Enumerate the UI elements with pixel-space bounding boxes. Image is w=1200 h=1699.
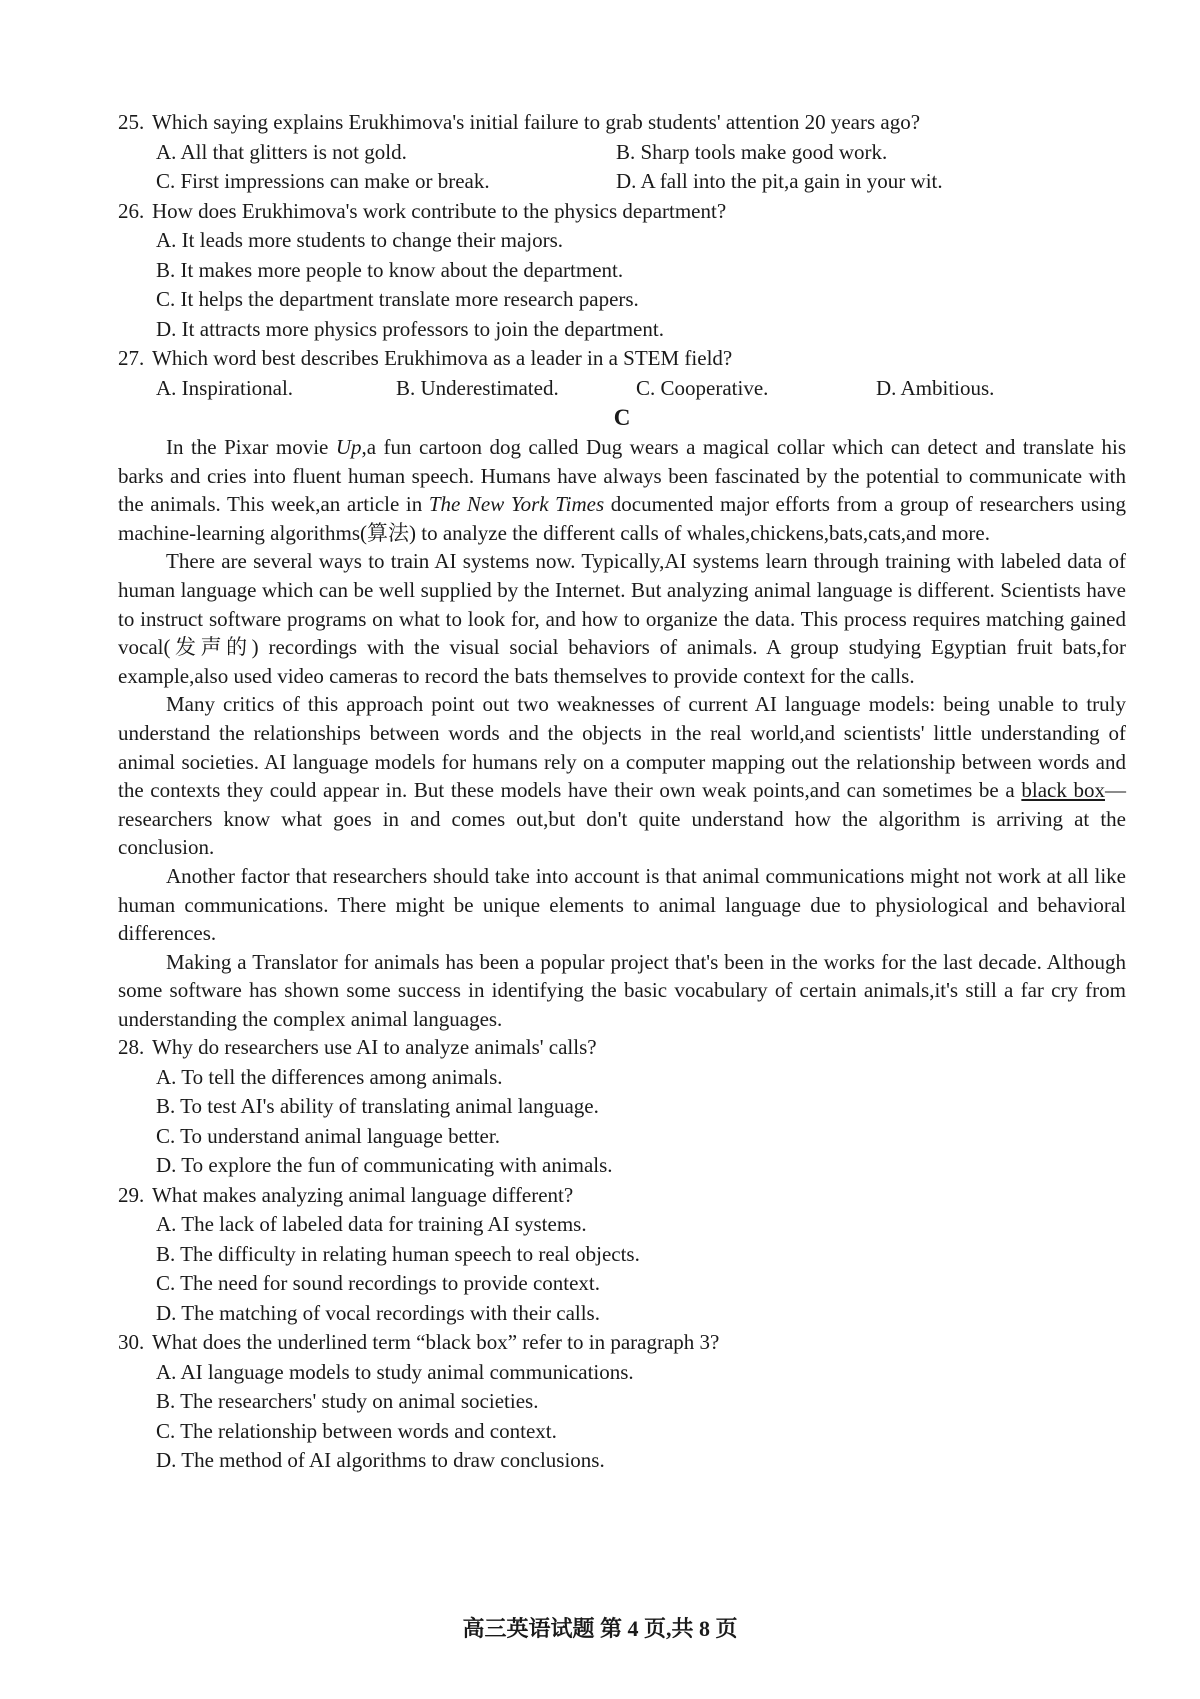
paragraph-text: —researchers know what goes in and comes out,but don't quite understand how the algorithm is arriving at the conclusion. — [118, 778, 1126, 860]
question-number: 25. — [118, 110, 145, 134]
option-b: B. Sharp tools make good work. — [616, 139, 888, 164]
question-25 — [118, 108, 1126, 138]
paragraph-text: Many critics of this approach point out two weaknesses of current AI language models: being unable to truly understand the relationships between words and the objects in the real world,and scientists' little understanding of animal societies. AI language models for humans rely on a computer mapping out the relationship between words and the contexts they could appear in. But these models have their own weak points,and can sometimes be a — [118, 692, 1126, 803]
option-b: B. The difficulty in relating human speech to real objects. — [156, 1241, 640, 1266]
passage-paragraph-5: Making a Translator for animals has been a popular project that's been in the works for the last decade. Although some software has shown some success in identifying the basic vocabulary of certain animals,it's still a far cry from understanding the complex animal languages. — [118, 949, 1126, 1031]
question-number: 26. — [118, 198, 145, 223]
option-d: D. To explore the fun of communicating with animals. — [156, 1153, 613, 1178]
question-stem: Which word best describes Erukhimova as a leader in a STEM field? — [152, 346, 733, 370]
option-a: A. To tell the differences among animals. — [156, 1064, 503, 1089]
passage-paragraph-4: Another factor that researchers should take into account is that animal communications might not work at all like human communications. There might be unique elements to animal language due to physiological and behavioral differences. — [118, 863, 1126, 946]
option-a: A. AI language models to study animal communications. — [156, 1359, 634, 1384]
question-27 — [118, 344, 1126, 374]
question-stem: Why do researchers use AI to analyze animals' calls? — [152, 1035, 597, 1060]
question-number: 30. — [118, 1330, 145, 1355]
passage-paragraph-2: There are several ways to train AI systems now. Typically,AI systems learn through training with labeled data of human language which can be well supplied by the Internet. But analyzing animal language is different. Scientists have to instruct software programs on what to look for, and how to organize the data. This process requires matching gained vocal(发声的) recordings with the visual social behaviors of animals. A group studying Egyptian fruit bats,for example,also used video cameras to record the bats themselves to provide context for the calls. — [118, 549, 1126, 688]
option-a: A. The lack of labeled data for training AI systems. — [156, 1212, 587, 1237]
paragraph-text: ,a fun cartoon dog called Dug wears a magical collar which can detect and translate his barks and cries into fluent human speech. Humans have always been fascinated by the potential to communicate with the animals. This week,an article in — [118, 435, 1126, 517]
question-stem: What does the underlined term “black box” refer to in paragraph 3? — [152, 1330, 720, 1355]
page-footer: 高三英语试题 第 4 页,共 8 页 — [462, 1616, 738, 1641]
option-c: C. It helps the department translate more research papers. — [156, 287, 639, 311]
newspaper-title: The New York Times — [428, 492, 605, 517]
option-c: C. First impressions can make or break. — [156, 169, 490, 193]
option-d: D. A fall into the pit,a gain in your wit. — [616, 169, 943, 193]
option-c: C. To understand animal language better. — [156, 1123, 500, 1148]
option-c: C. The relationship between words and context. — [156, 1418, 557, 1443]
option-d: D. Ambitious. — [876, 375, 995, 400]
option-b: B. It makes more people to know about the department. — [156, 257, 624, 282]
passage-paragraph-3 — [118, 690, 1126, 862]
paragraph-text: documented major efforts from a group of researchers using machine-learning algorithms(算法) to analyze the different calls of whales,chickens,bats,cats,and more. — [118, 492, 1127, 545]
option-d: D. The method of AI algorithms to draw conclusions. — [156, 1448, 605, 1473]
exam-content — [118, 108, 1126, 1476]
question-29 — [118, 1181, 1126, 1211]
option-b: B. Underestimated. — [396, 375, 559, 400]
question-number: 28. — [118, 1035, 145, 1060]
option-a: A. Inspirational. — [156, 375, 294, 400]
option-b: B. The researchers' study on animal societies. — [156, 1389, 539, 1414]
movie-title: Up — [335, 435, 362, 459]
option-c: C. The need for sound recordings to provide context. — [156, 1271, 601, 1296]
option-d: D. The matching of vocal recordings with their calls. — [156, 1300, 600, 1325]
option-a: A. All that glitters is not gold. — [156, 139, 407, 164]
question-stem: Which saying explains Erukhimova's initial failure to grab students' attention 20 years ago? — [152, 110, 921, 134]
question-number: 29. — [118, 1182, 145, 1207]
underlined-term: black box — [1021, 778, 1105, 803]
question-number: 27. — [118, 346, 145, 370]
option-c: C. Cooperative. — [636, 375, 769, 400]
question-26 — [118, 197, 1126, 227]
question-stem: What makes analyzing animal language different? — [152, 1182, 574, 1207]
option-a: A. It leads more students to change their majors. — [156, 228, 564, 252]
question-30 — [118, 1328, 1126, 1358]
option-b: B. To test AI's ability of translating animal language. — [156, 1094, 599, 1119]
passage-paragraph-1 — [118, 433, 1126, 547]
question-28 — [118, 1033, 1126, 1063]
question-stem: How does Erukhimova's work contribute to the physics department? — [152, 198, 727, 223]
question-27-options — [156, 374, 1126, 404]
question-25-options — [156, 138, 1126, 197]
option-d: D. It attracts more physics professors to join the department. — [156, 316, 664, 341]
section-heading: C — [613, 405, 631, 430]
paragraph-text: In the Pixar movie — [166, 435, 336, 459]
